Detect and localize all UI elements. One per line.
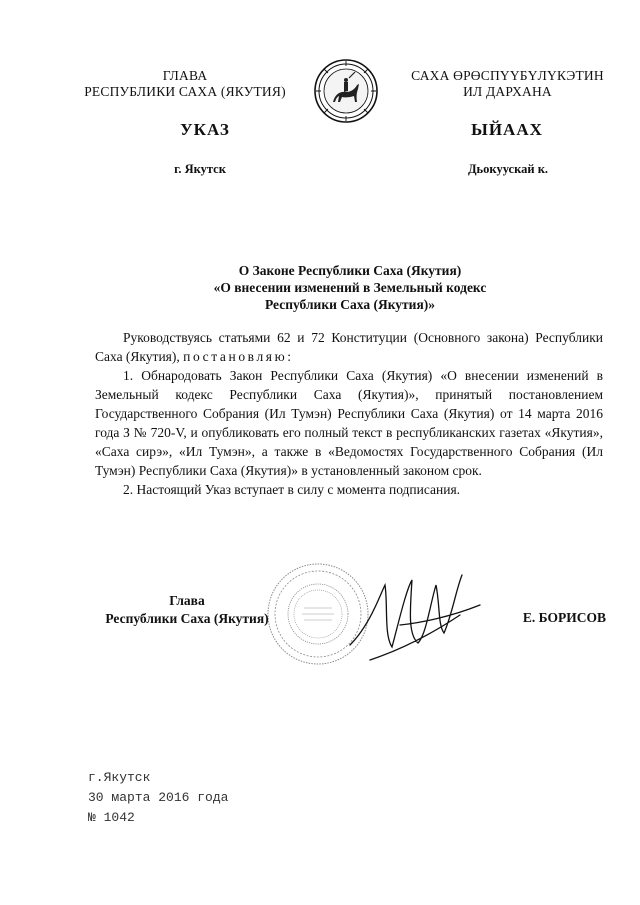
item-2: 2. Настоящий Указ вступает в силу с момента подписания. [123, 482, 461, 497]
footer-city: г.Якутск [88, 770, 151, 785]
handwritten-signature-icon [340, 565, 490, 675]
doc-type-sakha: ЫЙААХ [471, 120, 543, 139]
title-line1: О Законе Республики Саха (Якутия) [238, 263, 462, 278]
city-ru: г. Якутск [174, 162, 226, 176]
signatory-title-line2: Республики Саха (Якутия) [105, 611, 269, 626]
footer-number: № 1042 [88, 810, 135, 825]
decree-title [130, 262, 570, 313]
header-right-line2: ИЛ ДАРХАНА [463, 84, 552, 99]
signatory-title [92, 592, 282, 628]
header-left-line1: ГЛАВА [162, 68, 208, 83]
coat-of-arms-icon [313, 58, 379, 124]
signatory-title-line1: Глава [169, 593, 205, 608]
title-line2: «О внесении изменений в Земельный кодекс [213, 280, 487, 295]
header-right-block [400, 68, 615, 100]
item-1: 1. Обнародовать Закон Республики Саха (Якутия) «О внесении изменений в Земельный кодекс Республики Саха (Якутия)», принятый постановлением Государственного Собрания (Ил Тумэн) Республики Саха (Якутия) от 14 марта 2016 года З № 720-V, и опубликовать его полный текст в республиканских газетах «Якутия», «Саха сирэ», «Ил Тумэн», а также в «Ведомостях Государственного Собрания (Ил Тумэн) Республики Саха (Якутия)» в установленный законом срок. [95, 368, 603, 478]
intro-paragraph [95, 328, 603, 366]
intro-text: Руководствуясь статьями 62 и 72 Конституции (Основного закона) Республики Саха (Якутия), [95, 330, 603, 364]
header-right-line1: САХА ӨРӨСПҮҮБҮЛҮКЭТИН [411, 68, 604, 83]
header-left-line2: РЕСПУБЛИКИ САХА (ЯКУТИЯ) [84, 84, 286, 99]
title-line3: Республики Саха (Якутия)» [264, 297, 435, 312]
city-sakha: Дьокуускай к. [467, 162, 549, 176]
doc-type-ru: УКАЗ [180, 120, 230, 139]
decree-word: постановляю: [183, 349, 294, 364]
signatory-name: Е. БОРИСОВ [522, 610, 606, 625]
header-left-block [80, 68, 290, 100]
footer-date: 30 марта 2016 года [88, 790, 229, 805]
registration-footer [88, 768, 228, 828]
decree-body [95, 328, 603, 499]
